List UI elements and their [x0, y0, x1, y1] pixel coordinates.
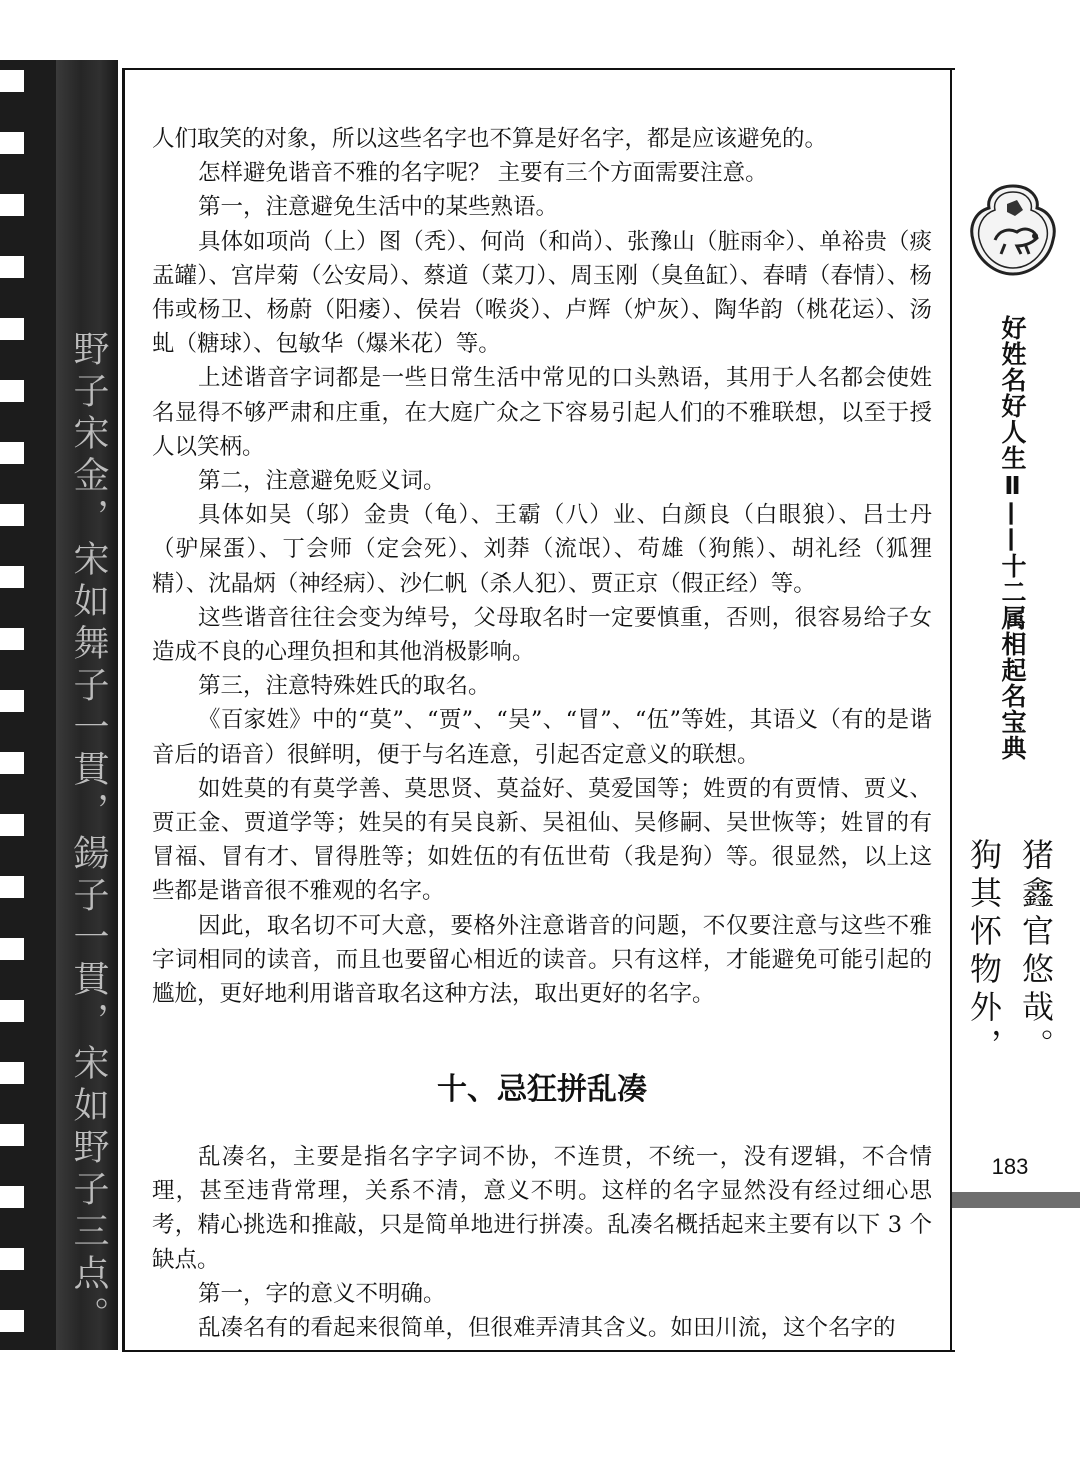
body-paragraph: 乱凑名，主要是指名字字词不协，不连贯，不统一，没有逻辑，不合情理，甚至违背常理，关系不清，意义不明。这样的名字显然没有经过细心思考，精心挑选和推敲，只是简单地进行拼凑。乱凑名概括起来主要有以下 3 个缺点。 [152, 1144, 932, 1273]
body-paragraph: 第三，注意特殊姓氏的取名。 [198, 673, 491, 700]
strip-notch [0, 504, 24, 526]
poem-line-1: 猪鑫官悠哉。 [1017, 838, 1055, 1066]
right-rule [950, 68, 952, 1350]
strip-notch [0, 380, 24, 402]
body-paragraph: 第一，字的意义不明确。 [198, 1280, 446, 1307]
strip-notch [0, 752, 24, 774]
strip-notch [0, 938, 24, 960]
strip-notch [0, 318, 24, 340]
strip-notch [0, 1248, 24, 1270]
section-heading: 十、忌狂拼乱凑 [437, 1072, 647, 1107]
body-paragraph: 第二，注意避免贬义词。 [198, 468, 446, 495]
page-number: 183 [991, 1154, 1029, 1179]
strip-notch [0, 1186, 24, 1208]
body-text-bottom [152, 1140, 932, 1345]
poem-line-2: 狗其怀物外， [965, 838, 1003, 1066]
body-paragraph: 第一，注意避免生活中的某些熟语。 [198, 194, 559, 221]
strip-notch [0, 1000, 24, 1022]
body-paragraph: 《百家姓》中的“莫”、“贾”、“吴”、“冒”、“伍”等姓，其语义（有的是谐音后的语音）很鲜明，便于与名连意，引起否定意义的联想。 [152, 707, 932, 768]
strip-notch [0, 1310, 24, 1332]
page-number-bar [952, 1192, 1080, 1208]
sidebar-poem [958, 838, 1062, 1078]
strip-notch [0, 1124, 24, 1146]
strip-notch [0, 876, 24, 898]
body-paragraph: 因此，取名切不可大意，要格外注意谐音的问题，不仅要注意与这些不雅字词相同的读音，而且也要留心相近的读音。只有这样，才能避免可能引起的尴尬，更好地利用谐音取名这种方法，取出更好的名字。 [152, 912, 932, 1008]
body-paragraph: 这些谐音往往会变为绰号，父母取名时一定要慎重，否则，很容易给子女造成不良的心理负担和其他消极影响。 [152, 604, 932, 666]
strip-notch [0, 442, 24, 464]
left-decorative-strip [0, 60, 115, 1350]
strip-calligraphy: 野子宋金，宋如舞子一貫，鍚子一貫，宋如野子三点。 [68, 330, 109, 1338]
strip-notch [0, 256, 24, 278]
body-paragraph: 如姓莫的有莫学善、莫思贤、莫益好、莫爱国等；姓贾的有贾情、贾义、贾正金、贾道学等；姓吴的有吴良新、吴祖仙、吴修嗣、吴世恢等；姓冒的有冒福、冒有才、冒得胜等；如姓伍的有伍世荀（我是狗）等。很显然，以上这些都是谐音很不雅观的名字。 [152, 775, 932, 905]
strip-notch [0, 814, 24, 836]
body-paragraph: 人们取笑的对象，所以这些名字也不算是好名字，都是应该避免的。 [152, 126, 828, 152]
body-paragraph: 具体如吴（邬）金贵（龟）、王霸（八）业、白颜良（白眼狼）、吕士丹（驴屎蛋）、丁会师（定会死）、刘莽（流氓）、苟雄（狗熊）、胡礼经（狐狸精）、沈晶炳（神经病）、沙仁帆（杀人犯）、贾正京（假正经）等。 [152, 502, 932, 597]
body-paragraph: 怎样避免谐音不雅的名字呢？ 主要有三个方面需要注意。 [198, 160, 768, 187]
strip-notch [0, 1062, 24, 1084]
body-text-top [152, 122, 932, 1011]
zodiac-emblem-icon [965, 180, 1061, 280]
body-paragraph: 上述谐音字词都是一些日常生活中常见的口头熟语，其用于人名都会使姓名显得不够严肃和庄重，在大庭广众之下容易引起人们的不雅联想，以至于授人以笑柄。 [152, 365, 932, 460]
strip-notch [0, 132, 24, 154]
strip-notch [0, 70, 24, 92]
strip-notch [0, 566, 24, 588]
strip-notch [0, 690, 24, 712]
body-paragraph: 乱凑名有的看起来很简单，但很难弄清其含义。如田川流，这个名字的 [198, 1315, 896, 1342]
body-paragraph: 具体如项尚（上）图（秃）、何尚（和尚）、张豫山（脏雨伞）、单裕贵（痰盂罐）、宫岸菊（公安局）、蔡道（菜刀）、周玉刚（臭鱼缸）、春晴（春情）、杨伟或杨卫、杨蔚（阳痿）、侯岩（喉炎）、卢辉（炉灰）、陶华韵（桃花运）、汤虬（糖球）、包敏华（爆米花）等。 [152, 228, 932, 358]
strip-notch [0, 194, 24, 216]
strip-notch [0, 628, 24, 650]
book-title-vertical: 好姓名好人生Ⅱ——十二属相起名宝典 [998, 315, 1027, 761]
